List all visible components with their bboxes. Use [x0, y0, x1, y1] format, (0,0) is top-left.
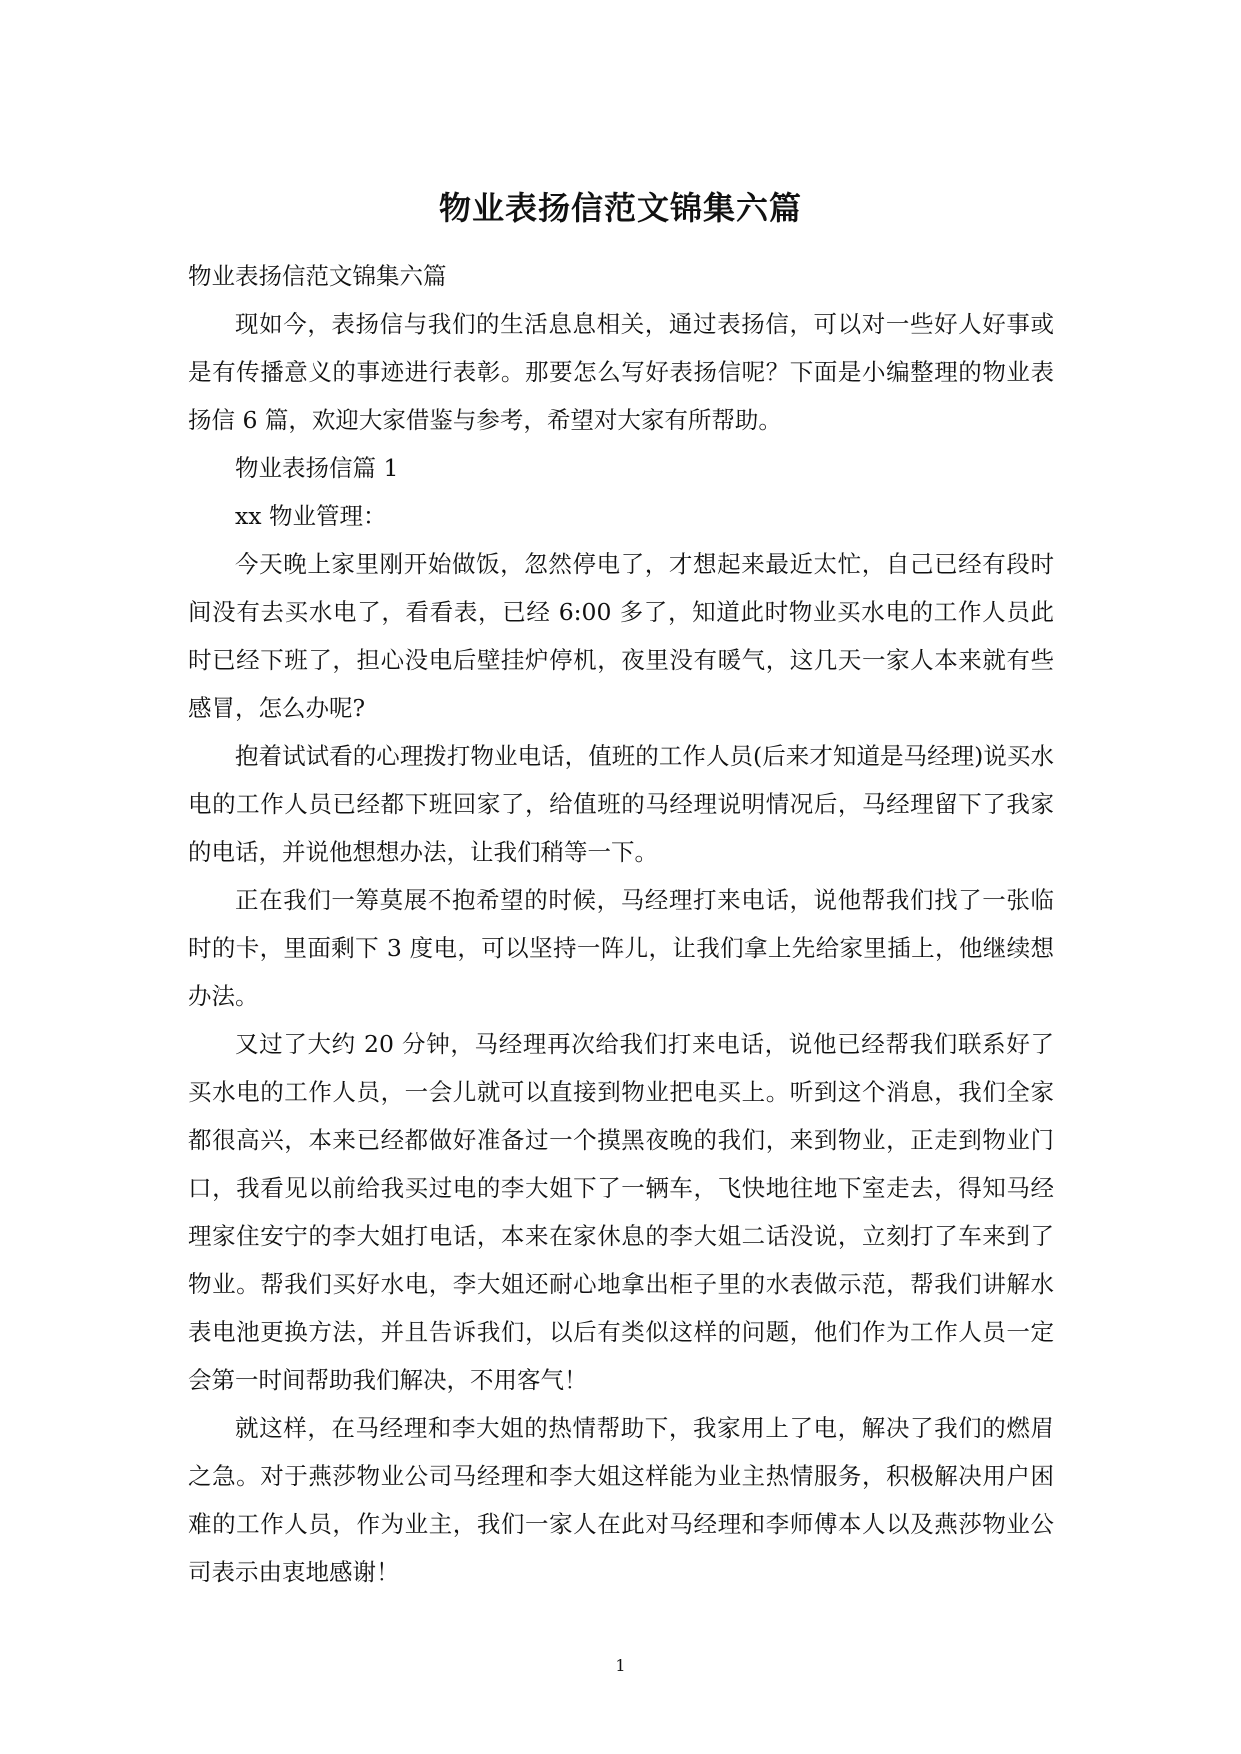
intro-paragraph: 现如今，表扬信与我们的生活息息相关，通过表扬信，可以对一些好人好事或是有传播意义的事迹进行表彰。那要怎么写好表扬信呢？下面是小编整理的物业表扬信 6 篇，欢迎大家借鉴与参考，希望对大家有所帮助。	[188, 310, 1054, 434]
body-paragraph: 抱着试试看的心理拨打物业电话，值班的工作人员(后来才知道是马经理)说买水电的工作人员已经都下班回家了，给值班的马经理说明情况后，马经理留下了我家的电话，并说他想想办法，让我们稍等一下。	[188, 742, 1054, 866]
body-paragraph: 就这样，在马经理和李大姐的热情帮助下，我家用上了电，解决了我们的燃眉之急。对于燕莎物业公司马经理和李大姐这样能为业主热情服务，积极解决用户困难的工作人员，作为业主，我们一家人在此对马经理和李师傅本人以及燕莎物业公司表示由衷地感谢！	[188, 1414, 1054, 1586]
body-paragraph: 正在我们一筹莫展不抱希望的时候，马经理打来电话，说他帮我们找了一张临时的卡，里面剩下 3 度电，可以坚持一阵儿，让我们拿上先给家里插上，他继续想办法。	[188, 886, 1054, 1010]
body-paragraph: 今天晚上家里刚开始做饭，忽然停电了，才想起来最近太忙，自己已经有段时间没有去买水电了，看看表，已经 6:00 多了，知道此时物业买水电的工作人员此时已经下班了，担心没电后壁挂炉停机，夜里没有暖气，这几天一家人本来就有些感冒，怎么办呢?	[188, 550, 1054, 722]
subtitle-paragraph: 物业表扬信范文锦集六篇	[188, 262, 447, 290]
document-body	[188, 252, 1054, 1596]
section-heading: 物业表扬信篇 1	[235, 454, 399, 482]
page-number: 1	[615, 1656, 626, 1675]
body-paragraph: 又过了大约 20 分钟，马经理再次给我们打来电话，说他已经帮我们联系好了买水电的工作人员，一会儿就可以直接到物业把电买上。听到这个消息，我们全家都很高兴，本来已经都做好准备过一个摸黑夜晚的我们，来到物业，正走到物业门口，我看见以前给我买过电的李大姐下了一辆车，飞快地往地下室走去，得知马经理家住安宁的李大姐打电话，本来在家休息的李大姐二话没说，立刻打了车来到了物业。帮我们买好水电，李大姐还耐心地拿出柜子里的水表做示范，帮我们讲解水表电池更换方法，并且告诉我们，以后有类似这样的问题，他们作为工作人员一定会第一时间帮助我们解决，不用客气！	[188, 1030, 1054, 1394]
salutation: xx 物业管理：	[235, 502, 387, 530]
document-title: 物业表扬信范文锦集六篇	[438, 189, 802, 227]
